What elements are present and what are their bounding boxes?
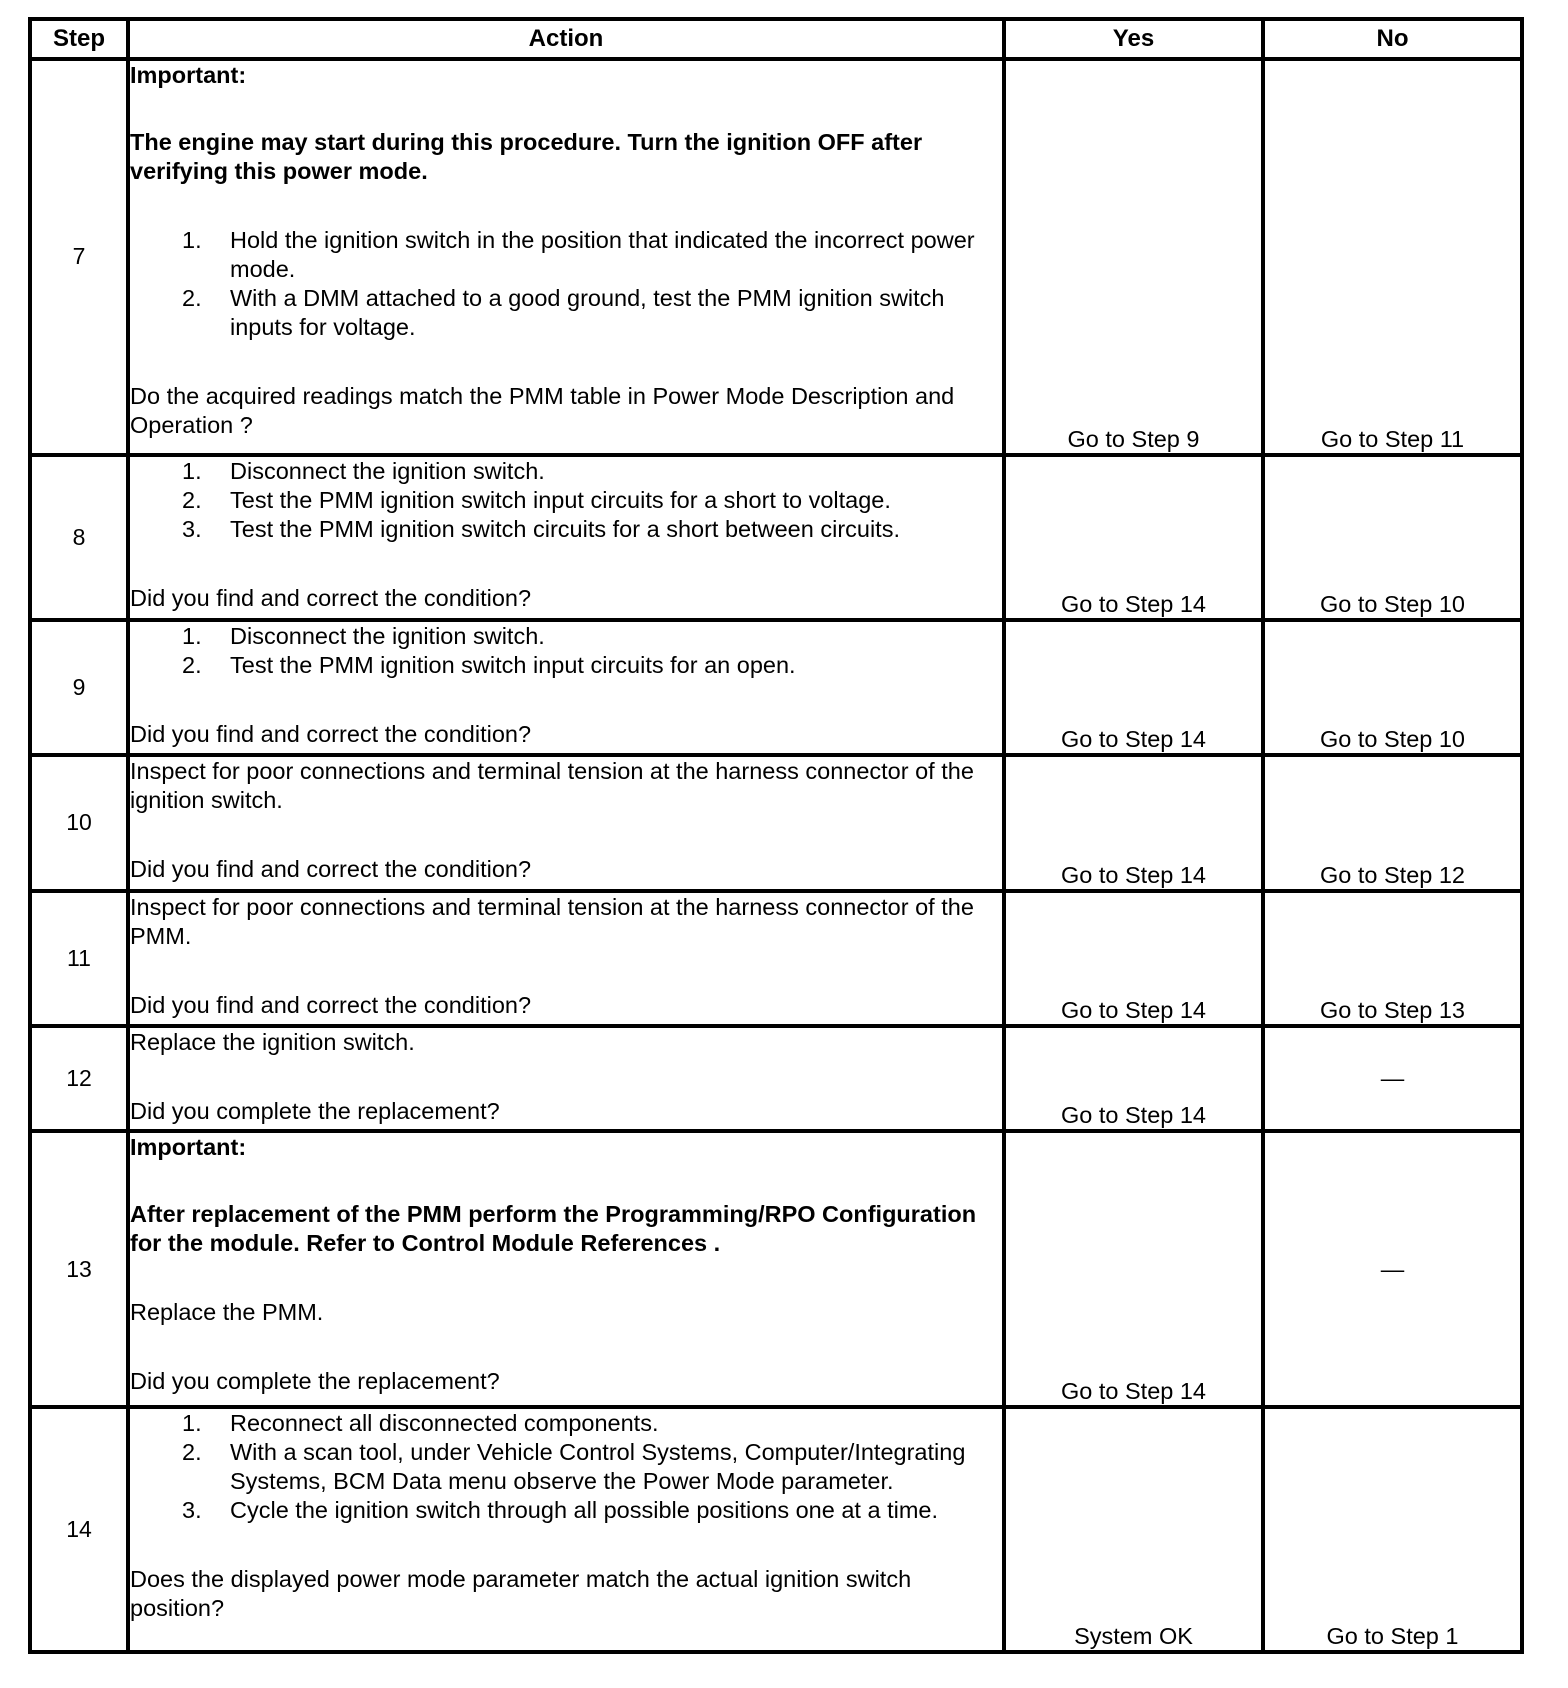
no-result: — bbox=[1263, 1131, 1522, 1407]
question-text: Does the displayed power mode parameter match the actual ignition switch position? bbox=[130, 1566, 912, 1622]
list-item: 3. Test the PMM ignition switch circuits for a short between circuits. bbox=[182, 515, 900, 542]
action-cell bbox=[128, 1407, 1004, 1652]
question-text: Did you find and correct the condition? bbox=[130, 720, 532, 747]
yes-result: Go to Step 14 bbox=[1004, 620, 1263, 755]
no-result: Go to Step 10 bbox=[1263, 455, 1522, 620]
header-row bbox=[30, 19, 1522, 59]
question-text: Did you find and correct the condition? bbox=[130, 584, 532, 611]
no-result: Go to Step 12 bbox=[1263, 755, 1522, 890]
important-label: Important: bbox=[130, 62, 247, 88]
list-item: 2. Test the PMM ignition switch input circuits for an open. bbox=[182, 651, 796, 678]
list-item: 1. Disconnect the ignition switch. bbox=[182, 457, 545, 484]
no-result: Go to Step 11 bbox=[1263, 59, 1522, 455]
table-row bbox=[30, 1131, 1522, 1407]
question-text: Did you find and correct the condition? bbox=[130, 991, 532, 1018]
action-text: Inspect for poor connections and terminal tension at the harness connector of the PMM. bbox=[130, 893, 974, 949]
action-cell bbox=[128, 620, 1004, 755]
no-result: — bbox=[1263, 1026, 1522, 1131]
question-text: Did you complete the replacement? bbox=[130, 1097, 500, 1124]
yes-result: Go to Step 14 bbox=[1004, 755, 1263, 890]
important-text: The engine may start during this procedure. Turn the ignition OFF after verifying this power mode. bbox=[130, 129, 923, 184]
step-number: 14 bbox=[30, 1407, 128, 1652]
table-row bbox=[30, 59, 1522, 455]
list-item: 1. Disconnect the ignition switch. bbox=[182, 622, 545, 649]
action-cell bbox=[128, 455, 1004, 620]
action-list bbox=[130, 457, 1002, 544]
list-item: 2. With a DMM attached to a good ground, test the PMM ignition switch inputs for voltage. bbox=[182, 285, 945, 340]
step-number: 9 bbox=[30, 620, 128, 755]
action-list bbox=[130, 622, 1002, 680]
yes-result: Go to Step 14 bbox=[1004, 891, 1263, 1026]
question-text: Did you find and correct the condition? bbox=[130, 856, 532, 883]
header-no: No bbox=[1263, 19, 1522, 59]
list-item: 1. Hold the ignition switch in the position that indicated the incorrect power mode. bbox=[182, 227, 975, 282]
action-cell bbox=[128, 755, 1004, 890]
list-item: 2. Test the PMM ignition switch input circuits for a short to voltage. bbox=[182, 486, 891, 513]
header-yes: Yes bbox=[1004, 19, 1263, 59]
header-action: Action bbox=[128, 19, 1004, 59]
list-item: 2. With a scan tool, under Vehicle Control Systems, Computer/Integrating Systems, BCM Data menu observe the Power Mode parameter. bbox=[182, 1439, 966, 1495]
step-number: 7 bbox=[30, 59, 128, 455]
no-result: Go to Step 10 bbox=[1263, 620, 1522, 755]
yes-result: Go to Step 14 bbox=[1004, 455, 1263, 620]
action-list bbox=[130, 226, 1002, 342]
step-number: 13 bbox=[30, 1131, 128, 1407]
question-text: Did you complete the replacement? bbox=[130, 1368, 500, 1395]
table-row bbox=[30, 455, 1522, 620]
step-number: 8 bbox=[30, 455, 128, 620]
table-row bbox=[30, 891, 1522, 1026]
table-row bbox=[30, 755, 1522, 890]
action-cell bbox=[128, 1026, 1004, 1131]
question-text: Do the acquired readings match the PMM table in Power Mode Description and Operation ? bbox=[130, 383, 955, 438]
step-number: 11 bbox=[30, 891, 128, 1026]
table-row bbox=[30, 1026, 1522, 1131]
action-text: Replace the PMM. bbox=[130, 1299, 324, 1326]
yes-result: Go to Step 9 bbox=[1004, 59, 1263, 455]
action-text: Inspect for poor connections and terminal tension at the harness connector of the ignition switch. bbox=[130, 758, 974, 814]
list-item: 1. Reconnect all disconnected components. bbox=[182, 1410, 659, 1437]
no-result: Go to Step 1 bbox=[1263, 1407, 1522, 1652]
table-row bbox=[30, 1407, 1522, 1652]
header-step: Step bbox=[30, 19, 128, 59]
action-text: Replace the ignition switch. bbox=[130, 1028, 415, 1055]
action-cell bbox=[128, 59, 1004, 455]
list-item: 3. Cycle the ignition switch through all possible positions one at a time. bbox=[182, 1497, 938, 1524]
step-number: 12 bbox=[30, 1026, 128, 1131]
step-number: 10 bbox=[30, 755, 128, 890]
diagnostic-table bbox=[28, 17, 1524, 1654]
yes-result: Go to Step 14 bbox=[1004, 1026, 1263, 1131]
action-cell bbox=[128, 891, 1004, 1026]
yes-result: System OK bbox=[1004, 1407, 1263, 1652]
table-row bbox=[30, 620, 1522, 755]
important-text: After replacement of the PMM perform the Programming/RPO Configuration for the module. Refer to Control Module References . bbox=[130, 1201, 977, 1257]
yes-result: Go to Step 14 bbox=[1004, 1131, 1263, 1407]
no-result: Go to Step 13 bbox=[1263, 891, 1522, 1026]
action-cell bbox=[128, 1131, 1004, 1407]
action-list bbox=[130, 1409, 1002, 1525]
important-label: Important: bbox=[130, 1134, 247, 1161]
